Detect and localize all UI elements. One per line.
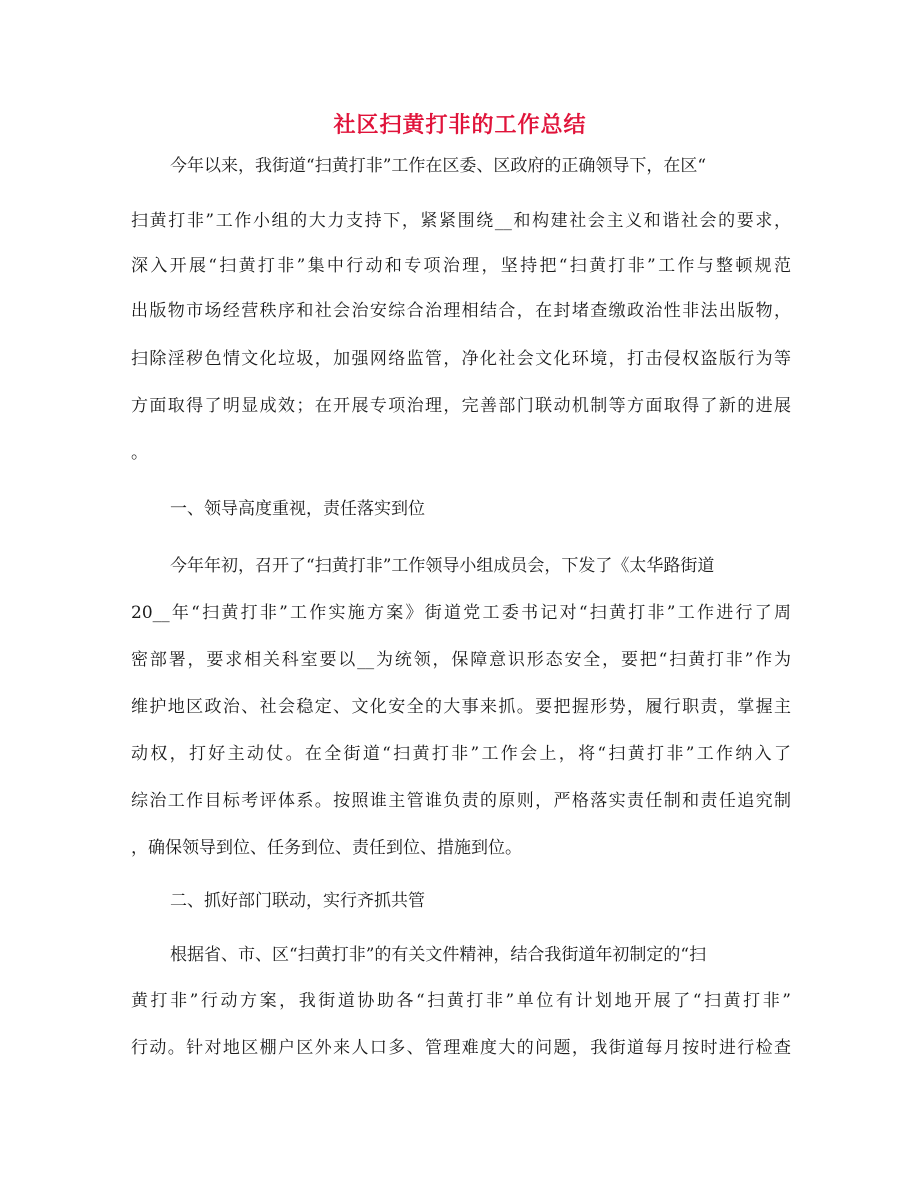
- paragraph-1-line-3: 深入开展“扫黄打非”集中行动和专项治理，坚持把“扫黄打非”工作与整顿规范: [131, 256, 791, 276]
- paragraph-1-line-1: 今年以来，我街道“扫黄打非”工作在区委、区政府的正确领导下，在区“: [170, 156, 707, 176]
- paragraph-1-line-2: 扫黄打非”工作小组的大力支持下，紧紧围绕__和构建社会主义和谐社会的要求，: [131, 211, 791, 231]
- paragraph-2-line-2: 20__年“扫黄打非”工作实施方案》街道党工委书记对“扫黄打非”工作进行了周: [131, 603, 791, 623]
- section-heading-1: 一、领导高度重视，责任落实到位: [170, 499, 425, 519]
- section-heading-2: 二、抓好部门联动，实行齐抓共管: [170, 891, 425, 911]
- paragraph-2-line-7: ，确保领导到位、任务到位、责任到位、措施到位。: [131, 838, 522, 858]
- paragraph-1-line-5: 扫除淫秽色情文化垃圾，加强网络监管，净化社会文化环境，打击侵权盗版行为等: [131, 349, 791, 369]
- document-title: 社区扫黄打非的工作总结: [333, 113, 587, 138]
- paragraph-3-line-3: 行动。针对地区棚户区外来人口多、管理难度大的问题，我街道每月按时进行检查: [131, 1038, 791, 1058]
- paragraph-1-line-7: 。: [131, 443, 148, 463]
- paragraph-2-line-1: 今年年初，召开了“扫黄打非”工作领导小组成员会，下发了《太华路街道: [170, 556, 715, 576]
- paragraph-2-line-4: 维护地区政治、社会稳定、文化安全的大事来抓。要把握形势，履行职责，掌握主: [131, 697, 791, 717]
- paragraph-2-line-3: 密部署，要求相关科室要以__为统领，保障意识形态安全，要把“扫黄打非”作为: [131, 650, 791, 670]
- paragraph-3-line-2: 黄打非”行动方案，我街道协助各“扫黄打非”单位有计划地开展了“扫黄打非”: [131, 991, 791, 1011]
- paragraph-1-line-4: 出版物市场经营秩序和社会治安综合治理相结合，在封堵查缴政治性非法出版物，: [131, 301, 791, 321]
- paragraph-3-line-1: 根据省、市、区“扫黄打非”的有关文件精神，结合我街道年初制定的“扫: [170, 945, 707, 965]
- paragraph-1-line-6: 方面取得了明显成效；在开展专项治理，完善部门联动机制等方面取得了新的进展: [131, 396, 791, 416]
- paragraph-2-line-5: 动权，打好主动仗。在全街道“扫黄打非”工作会上，将“扫黄打非”工作纳入了: [131, 744, 791, 764]
- paragraph-2-line-6: 综治工作目标考评体系。按照谁主管谁负责的原则，严格落实责任制和责任追究制: [131, 791, 791, 811]
